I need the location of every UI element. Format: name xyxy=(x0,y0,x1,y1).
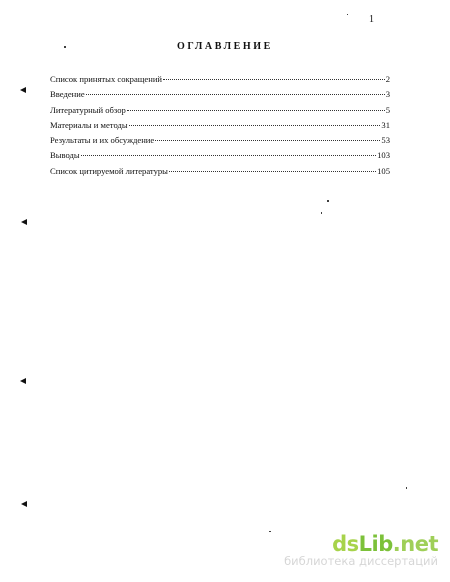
toc-entry-page: 53 xyxy=(381,135,390,146)
binder-mark xyxy=(21,219,27,225)
scan-speck xyxy=(269,531,271,532)
toc-title: ОГЛАВЛЕНИЕ xyxy=(177,41,273,52)
toc-entry-page: 31 xyxy=(381,119,390,130)
toc-dot-leader xyxy=(155,140,380,141)
scan-speck xyxy=(406,487,407,489)
toc-entry-label: Литературный обзор xyxy=(50,104,126,115)
toc-dot-leader xyxy=(81,155,376,156)
toc-entry-page: 5 xyxy=(385,104,390,115)
binder-mark xyxy=(20,87,26,93)
scan-speck xyxy=(64,46,66,48)
toc-entry-label: Введение xyxy=(50,89,85,100)
toc-dot-leader xyxy=(163,79,385,80)
binder-mark xyxy=(21,501,27,507)
watermark-logo xyxy=(284,534,438,554)
scan-speck xyxy=(327,200,329,202)
toc-entry xyxy=(50,120,390,135)
toc-entry-label: Список принятых сокращений xyxy=(50,74,163,84)
toc-entry-label: Выводы xyxy=(50,150,80,161)
toc-entry xyxy=(50,74,390,89)
watermark-subtitle: библиотека диссертаций xyxy=(284,554,438,568)
toc-entry xyxy=(50,166,390,181)
toc-entry xyxy=(50,105,390,120)
page-number: 1 xyxy=(369,14,374,25)
watermark-logo-ds: ds xyxy=(332,532,359,556)
toc-dot-leader xyxy=(127,110,385,111)
toc-entry-page: 103 xyxy=(377,150,390,161)
toc-entry-label: Результаты и их обсуждение xyxy=(50,135,155,146)
toc-entry-label: Список цитируемой литературы xyxy=(50,165,168,176)
toc-dot-leader xyxy=(129,125,381,126)
dslib-watermark xyxy=(284,534,438,568)
toc-entry-page: 105 xyxy=(377,165,390,176)
scan-speck xyxy=(321,212,322,214)
toc-entry xyxy=(50,89,390,104)
watermark-logo-lib: Lib xyxy=(358,532,393,556)
toc-entry xyxy=(50,150,390,165)
scan-speck xyxy=(347,14,348,15)
toc-entry-page: 2 xyxy=(385,74,390,84)
toc-dot-leader xyxy=(169,171,376,172)
watermark-logo-net: .net xyxy=(392,532,438,556)
toc-entry xyxy=(50,135,390,150)
toc-entry-label: Материалы и методы xyxy=(50,119,128,130)
binder-mark xyxy=(20,378,26,384)
toc-dot-leader xyxy=(86,94,385,95)
table-of-contents xyxy=(50,74,390,181)
toc-entry-page: 3 xyxy=(385,89,390,100)
